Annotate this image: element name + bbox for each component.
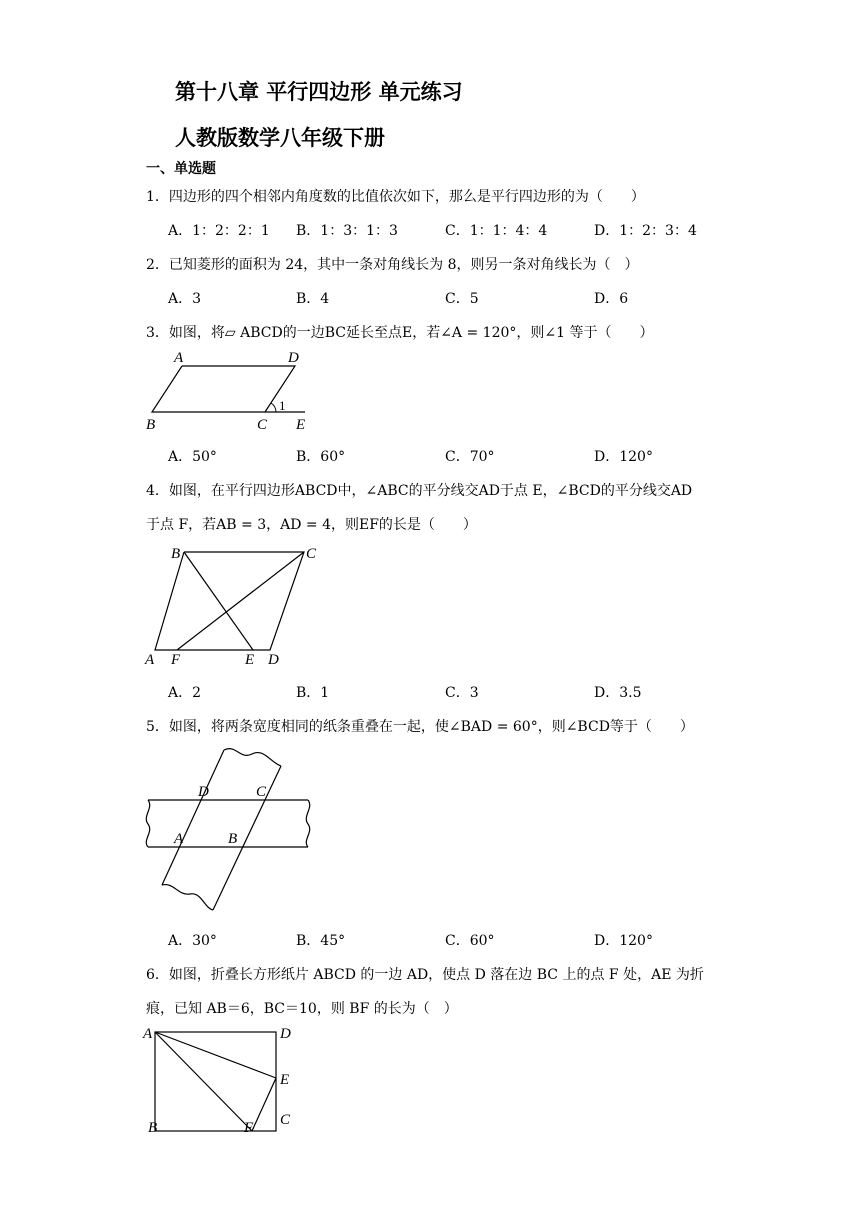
q6-label-f: F <box>244 1120 254 1136</box>
q3-label-e: E <box>296 417 306 433</box>
document-subtitle: 人教版数学八年级下册 <box>175 126 385 150</box>
question-5-option-a: A．30° <box>168 933 217 949</box>
document-title: 第十八章 平行四边形 单元练习 <box>175 80 463 104</box>
question-6-stem-line2: 痕，已知 AB＝6，BC＝10，则 BF 的长为（ ） <box>146 1001 458 1017</box>
q3-label-angle1: 1 <box>279 398 286 413</box>
question-4-option-b: B．1 <box>296 685 330 701</box>
section-heading: 一、单选题 <box>146 161 216 177</box>
question-4-stem-line1: 4．如图，在平行四边形ABCD中，∠ABC的平分线交AD于点 E，∠BCD的平分线交AD <box>146 483 693 499</box>
question-4-option-c: C．3 <box>445 685 479 701</box>
question-5-stem: 5．如图，将两条宽度相同的纸条重叠在一起，使∠BAD = 60°，则∠BCD等于（ ） <box>146 719 694 735</box>
question-3-option-b: B．60° <box>296 449 346 465</box>
question-1-option-b: B．1：3：1：3 <box>296 223 398 239</box>
question-2-stem: 2．已知菱形的面积为 24，其中一条对角线长为 8，则另一条对角线长为（ ） <box>146 257 639 273</box>
q5-label-a: A <box>174 831 184 847</box>
q4-label-d: D <box>268 652 279 668</box>
q3-label-a: A <box>174 350 184 366</box>
q5-label-b: B <box>228 831 238 847</box>
q6-label-c: C <box>280 1112 291 1128</box>
question-4-stem-line2: 于点 F，若AB = 3，AD = 4，则EF的长是（ ） <box>146 517 477 533</box>
q5-label-c: C <box>256 784 267 800</box>
q4-label-c: C <box>306 546 317 562</box>
question-5-option-d: D．120° <box>594 933 653 949</box>
question-4-figure <box>140 540 340 670</box>
q6-label-e: E <box>280 1072 290 1088</box>
question-5-figure <box>140 742 320 922</box>
q4-label-a: A <box>145 652 155 668</box>
question-5-option-b: B．45° <box>296 933 346 949</box>
question-1-option-a: A．1：2：2：1 <box>168 223 270 239</box>
question-4-option-d: D．3.5 <box>594 685 642 701</box>
question-2-option-a: A．3 <box>168 291 202 307</box>
q6-label-a: A <box>143 1026 153 1042</box>
q6-label-d: D <box>280 1026 291 1042</box>
question-2-option-d: D．6 <box>594 291 629 307</box>
question-4-option-a: A．2 <box>168 685 202 701</box>
q4-label-e: E <box>245 652 255 668</box>
question-2-option-b: B．4 <box>296 291 330 307</box>
question-5-option-c: C．60° <box>445 933 495 949</box>
question-3-option-d: D．120° <box>594 449 653 465</box>
q4-label-b: B <box>171 546 181 562</box>
question-3-option-a: A．50° <box>168 449 217 465</box>
question-1-option-d: D．1：2：3：4 <box>594 223 697 239</box>
question-6-stem-line1: 6．如图，折叠长方形纸片 ABCD 的一边 AD，使点 D 落在边 BC 上的点 F 处，AE 为折 <box>146 967 704 983</box>
q6-label-b: B <box>148 1120 158 1136</box>
question-2-option-c: C．5 <box>445 291 479 307</box>
q3-label-c: C <box>257 417 268 433</box>
question-3-stem: 3．如图，将▱ ABCD的一边BC延长至点E，若∠A = 120°，则∠1 等于（ ） <box>146 325 654 341</box>
question-1-option-c: C．1：1：4：4 <box>445 223 548 239</box>
q3-label-d: D <box>288 350 299 366</box>
q3-label-b: B <box>146 417 156 433</box>
question-3-figure <box>140 345 340 435</box>
question-3-option-c: C．70° <box>445 449 495 465</box>
question-1-stem: 1．四边形的四个相邻内角度数的比值依次如下，那么是平行四边形的为（ ） <box>146 189 645 205</box>
question-6-figure <box>140 1020 320 1140</box>
q4-label-f: F <box>171 652 181 668</box>
q5-label-d: D <box>198 784 209 800</box>
